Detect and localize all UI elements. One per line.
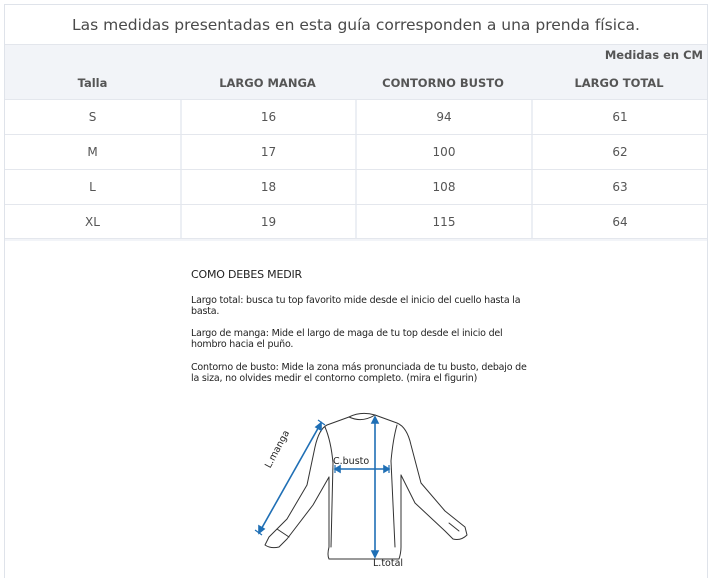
table-header: [5, 67, 707, 99]
top-sketch-icon: [241, 407, 481, 579]
cell-largo-total: 61: [531, 100, 707, 134]
cell-largo-total: 63: [531, 170, 707, 204]
unit-note: Medidas en CM: [604, 48, 703, 62]
table-row: [5, 204, 707, 239]
cell-largo-total: 64: [531, 205, 707, 238]
guide-largo-manga-text: Largo de manga: Mide el largo de maga de tu top desde el inicio del hombro hacia el puño.: [191, 328, 503, 350]
header-talla: Talla: [77, 76, 108, 90]
cell-size: L: [5, 170, 180, 204]
header-contorno-busto: CONTORNO BUSTO: [382, 76, 504, 90]
label-l-manga: L.manga: [263, 428, 293, 471]
cell-contorno-busto: 100: [355, 135, 531, 169]
cell-largo-manga: 18: [180, 170, 355, 204]
table-row: [5, 99, 707, 134]
cell-contorno-busto: 94: [355, 100, 531, 134]
header-largo-manga: LARGO MANGA: [219, 76, 316, 90]
cell-size: M: [5, 135, 180, 169]
guide-largo-total-text: Largo total: busca tu top favorito mide desde el inicio del cuello hasta la basta.: [191, 295, 521, 317]
cell-largo-manga: 17: [180, 135, 355, 169]
label-l-total: L.total: [373, 558, 404, 569]
header-largo-total: LARGO TOTAL: [574, 76, 664, 90]
measuring-guide: [5, 241, 707, 579]
guide-contorno-busto-text: Contorno de busto: Mide la zona más pronunciada de tu busto, debajo de la siza, no olvides medir el contorno completo. (mira el figurin): [191, 362, 527, 384]
cell-contorno-busto: 115: [355, 205, 531, 238]
guide-title: COMO DEBES MEDIR: [191, 268, 302, 281]
cell-largo-manga: 16: [180, 100, 355, 134]
table-row: [5, 134, 707, 169]
intro-text: Las medidas presentadas en esta guía corresponden a una prenda física.: [5, 5, 707, 45]
garment-figure: [241, 407, 481, 579]
size-guide-panel: [4, 4, 708, 578]
table-row: [5, 169, 707, 204]
cell-largo-manga: 19: [180, 205, 355, 238]
label-c-busto: C.busto: [333, 456, 370, 467]
cell-largo-total: 62: [531, 135, 707, 169]
cell-size: XL: [5, 205, 180, 238]
size-table: [5, 99, 707, 239]
cell-size: S: [5, 100, 180, 134]
cell-contorno-busto: 108: [355, 170, 531, 204]
